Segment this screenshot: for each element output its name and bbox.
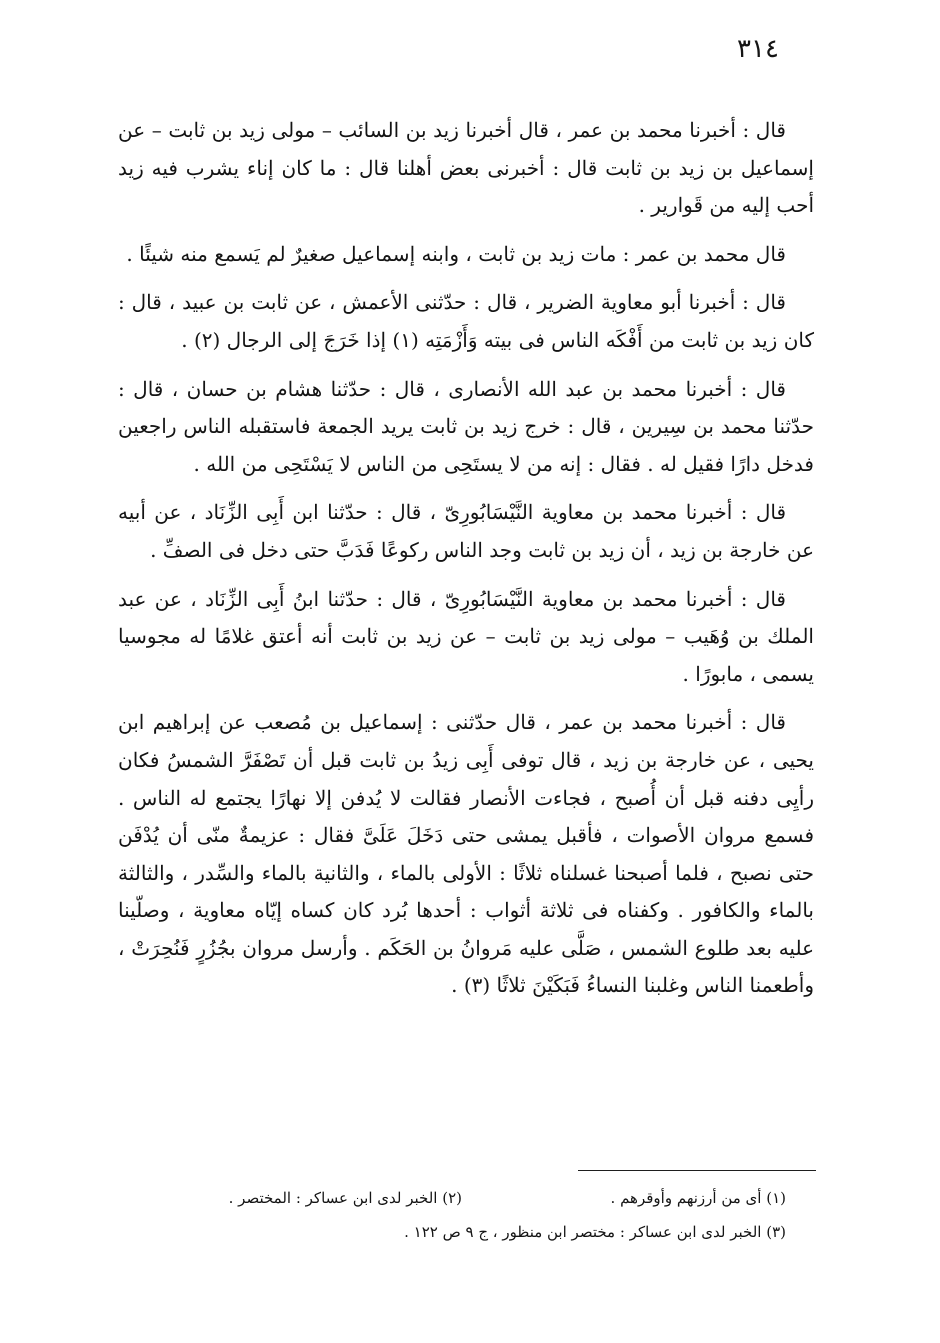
paragraph-3: قال : أخبرنا أبو معاوية الضرير ، قال : حدّثنى الأعمش ، عن ثابت بن عبيد ، قال : كان زيد بن ثابت من أَفْكَه الناس فى بيته وَأَزْمَتِه (١) إذا خَرَجَ إلى الرجال (٢) . bbox=[118, 290, 814, 352]
main-text-block bbox=[118, 112, 814, 1016]
paragraph-7: قال : أخبرنا محمد بن عمر ، قال حدّثنى : إسماعيل بن مُصعب عن إبراهيم ابن يحيى ، عن خارجة بن زيد ، قال توفى أَبِى زيدُ بن ثابت قبل أن تَصْفَرَّ الشمسُ فكان رأيِى دفنه قبل أن أُصبح ، فجاءت الأنصار فقالت لا يُدفن إلا نهارًا يجتمع له الناس . فسمع مروان الأصوات ، فأقبل يمشى حتى دَخَلَ عَلَىَّ فقال : عزيمةٌ منّى أن يُدْفَن حتى نصبح ، فلما أصبحنا غسلناه ثلاثًا : الأولى بالماء ، والثانية بالماء والسِّدر ، والثالثة بالماء والكافور . وكفناه فى ثلاثة أثواب : أحدها بُرد كان كساه إيّاه معاوية ، وصلّينا عليه بعد طلوع الشمس ، صَلَّى عليه مَروانُ بن الحَكَم . وأرسل مروان بجُزُرٍ فَنُحِرَتْ ، وأطعمنا الناس وغلبنا النساءُ فَبَكَيْنَ ثلاثًا (٣) . bbox=[118, 710, 815, 998]
footnote-2: (٢) الخبر لدى ابن عساكر : المختصر . bbox=[228, 1189, 462, 1207]
page-number: ٣١٤ bbox=[737, 34, 779, 64]
paragraph-4: قال : أخبرنا محمد بن عبد الله الأنصارى ، قال : حدّثنا هشام بن حسان ، قال : حدّثنا محمد بن سِيرين ، قال : خرج زيد بن ثابت يريد الجمعة فاستقبله الناس راجعين فدخل دارًا فقيل له . فقال : إنه من لا يستَحِى من الناس لا يَسْتَحِى من الله . bbox=[118, 376, 814, 476]
paragraph-1: قال : أخبرنا محمد بن عمر ، قال أخبرنا زيد بن السائب – مولى زيد بن ثابت – عن إسماعيل بن زيد بن ثابت قال : أخبرنى بعض أهلنا قال : ما كان إناء يشرب فيه زيد أحب إليه من قَوارير . bbox=[118, 118, 814, 218]
paragraph-2: قال محمد بن عمر : مات زيد بن ثابت ، وابنه إسماعيل صغيرٌ لم يَسمع منه شيئًا . bbox=[126, 241, 786, 266]
footnotes-block bbox=[118, 1181, 786, 1249]
paragraph-5: قال : أخبرنا محمد بن معاوية النَّيْسَابُورِىّ ، قال : حدّثنا ابن أَبِى الزِّنَاد ، عن أبيه عن خارجة بن زيد ، أن زيد بن ثابت وجد الناس ركوعًا فَدَبَّ حتى دخل فى الصفِّ . bbox=[118, 500, 814, 562]
footnote-1: (١) أى من أرزنهم وأوقرهم . bbox=[610, 1189, 786, 1207]
footnote-separator bbox=[578, 1170, 816, 1171]
footnote-row-1 bbox=[118, 1181, 786, 1215]
footnote-row-2 bbox=[118, 1215, 786, 1249]
paragraph-6: قال : أخبرنا محمد بن معاوية النَّيْسَابُورِىّ ، قال : حدّثنا ابنُ أَبِى الزِّنَاد ، عن عبد الملك بن وُهَيب – مولى زيد بن ثابت – عن زيد بن ثابت أنه أعتق غلامًا له مجوسيا يسمى ، مابورًا . bbox=[118, 586, 814, 686]
footnote-3: (٣) الخبر لدى ابن عساكر : مختصر ابن منظور ، ج ٩ ص ١٢٢ . bbox=[404, 1223, 786, 1241]
